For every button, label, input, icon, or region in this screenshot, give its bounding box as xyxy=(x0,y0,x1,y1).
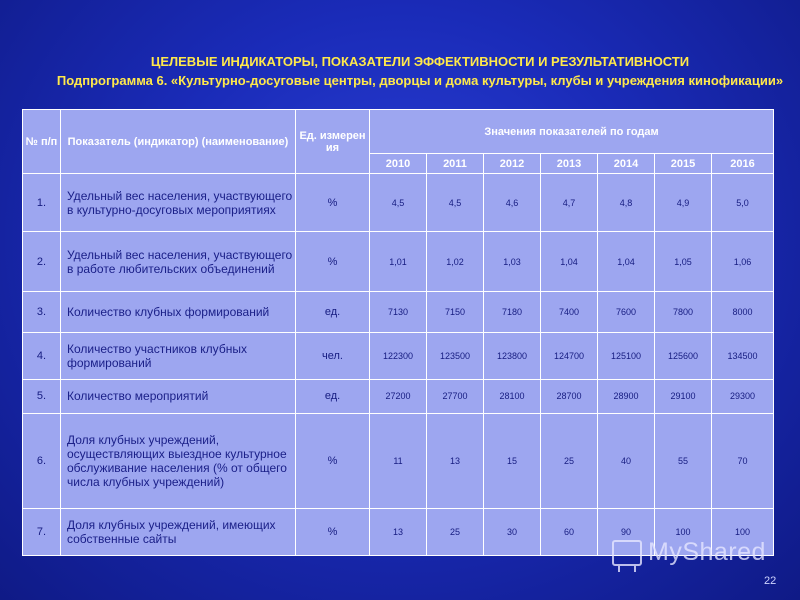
value-cell: 125600 xyxy=(655,332,712,379)
value-cell: 4,8 xyxy=(598,174,655,232)
value-cell: 4,9 xyxy=(655,174,712,232)
value-cell: 1,04 xyxy=(541,232,598,291)
header-num: № п/п xyxy=(23,110,61,174)
table-row xyxy=(23,232,774,291)
value-cell: 90 xyxy=(598,508,655,555)
table-row xyxy=(23,413,774,508)
row-number: 1. xyxy=(23,174,61,232)
page-number: 22 xyxy=(764,575,777,587)
header-year: 2013 xyxy=(541,154,598,174)
indicator-name: Количество клубных формирований xyxy=(61,291,296,332)
value-cell: 1,02 xyxy=(427,232,484,291)
unit-cell: % xyxy=(296,508,370,555)
unit-cell: % xyxy=(296,232,370,291)
unit-cell: % xyxy=(296,174,370,232)
row-number: 5. xyxy=(23,379,61,413)
value-cell: 11 xyxy=(370,413,427,508)
myshared-logo xyxy=(612,538,766,567)
value-cell: 1,03 xyxy=(484,232,541,291)
value-cell: 7130 xyxy=(370,291,427,332)
value-cell: 28100 xyxy=(484,379,541,413)
value-cell: 123800 xyxy=(484,332,541,379)
value-cell: 100 xyxy=(712,508,774,555)
value-cell: 1,01 xyxy=(370,232,427,291)
value-cell: 55 xyxy=(655,413,712,508)
unit-cell: % xyxy=(296,413,370,508)
value-cell: 4,7 xyxy=(541,174,598,232)
value-cell: 1,06 xyxy=(712,232,774,291)
table-row xyxy=(23,291,774,332)
indicator-name: Удельный вес населения, участвующего в работе любительских объединений xyxy=(61,232,296,291)
row-number: 2. xyxy=(23,232,61,291)
value-cell: 4,6 xyxy=(484,174,541,232)
value-cell: 5,0 xyxy=(712,174,774,232)
row-number: 4. xyxy=(23,332,61,379)
header-year: 2012 xyxy=(484,154,541,174)
value-cell: 28700 xyxy=(541,379,598,413)
value-cell: 1,05 xyxy=(655,232,712,291)
indicator-name: Доля клубных учреждений, осуществляющих выездное культурное обслуживание населения (% от общего числа клубных учреждений) xyxy=(61,413,296,508)
value-cell: 7600 xyxy=(598,291,655,332)
row-number: 3. xyxy=(23,291,61,332)
indicator-name: Удельный вес населения, участвующего в культурно-досуговых мероприятиях xyxy=(61,174,296,232)
indicator-name: Доля клубных учреждений, имеющих собственные сайты xyxy=(61,508,296,555)
value-cell: 30 xyxy=(484,508,541,555)
value-cell: 7400 xyxy=(541,291,598,332)
row-number: 6. xyxy=(23,413,61,508)
value-cell: 8000 xyxy=(712,291,774,332)
value-cell: 25 xyxy=(541,413,598,508)
value-cell: 124700 xyxy=(541,332,598,379)
value-cell: 70 xyxy=(712,413,774,508)
value-cell: 27200 xyxy=(370,379,427,413)
value-cell: 13 xyxy=(370,508,427,555)
value-cell: 122300 xyxy=(370,332,427,379)
indicators-table xyxy=(22,109,774,556)
header-year: 2015 xyxy=(655,154,712,174)
table-row xyxy=(23,379,774,413)
value-cell: 29300 xyxy=(712,379,774,413)
table-row xyxy=(23,332,774,379)
header-indicator: Показатель (индикатор) (наименование) xyxy=(61,110,296,174)
indicator-name: Количество мероприятий xyxy=(61,379,296,413)
title-line-1: ЦЕЛЕВЫЕ ИНДИКАТОРЫ, ПОКАЗАТЕЛИ ЭФФЕКТИВНОСТИ И РЕЗУЛЬТАТИВНОСТИ xyxy=(150,54,690,69)
indicator-name: Количество участников клубных формирований xyxy=(61,332,296,379)
value-cell: 40 xyxy=(598,413,655,508)
value-cell: 28900 xyxy=(598,379,655,413)
value-cell: 13 xyxy=(427,413,484,508)
value-cell: 100 xyxy=(655,508,712,555)
value-cell: 1,04 xyxy=(598,232,655,291)
value-cell: 134500 xyxy=(712,332,774,379)
unit-cell: ед. xyxy=(296,291,370,332)
header-year: 2010 xyxy=(370,154,427,174)
presentation-icon xyxy=(612,540,642,566)
unit-cell: чел. xyxy=(296,332,370,379)
header-unit: Ед. измерен ия xyxy=(296,110,370,174)
header-year: 2014 xyxy=(598,154,655,174)
value-cell: 27700 xyxy=(427,379,484,413)
value-cell: 4,5 xyxy=(370,174,427,232)
value-cell: 15 xyxy=(484,413,541,508)
watermark-text: MyShared xyxy=(648,538,766,566)
value-cell: 123500 xyxy=(427,332,484,379)
title-line-2: Подпрограмма 6. «Культурно-досуговые центры, дворцы и дома культуры, клубы и учреждения кинофикации» xyxy=(56,73,784,88)
value-cell: 7180 xyxy=(484,291,541,332)
value-cell: 7800 xyxy=(655,291,712,332)
value-cell: 4,5 xyxy=(427,174,484,232)
value-cell: 25 xyxy=(427,508,484,555)
unit-cell: ед. xyxy=(296,379,370,413)
value-cell: 29100 xyxy=(655,379,712,413)
header-year: 2011 xyxy=(427,154,484,174)
header-values: Значения показателей по годам xyxy=(370,110,774,154)
value-cell: 60 xyxy=(541,508,598,555)
value-cell: 125100 xyxy=(598,332,655,379)
value-cell: 7150 xyxy=(427,291,484,332)
table-row xyxy=(23,174,774,232)
row-number: 7. xyxy=(23,508,61,555)
header-year: 2016 xyxy=(712,154,774,174)
